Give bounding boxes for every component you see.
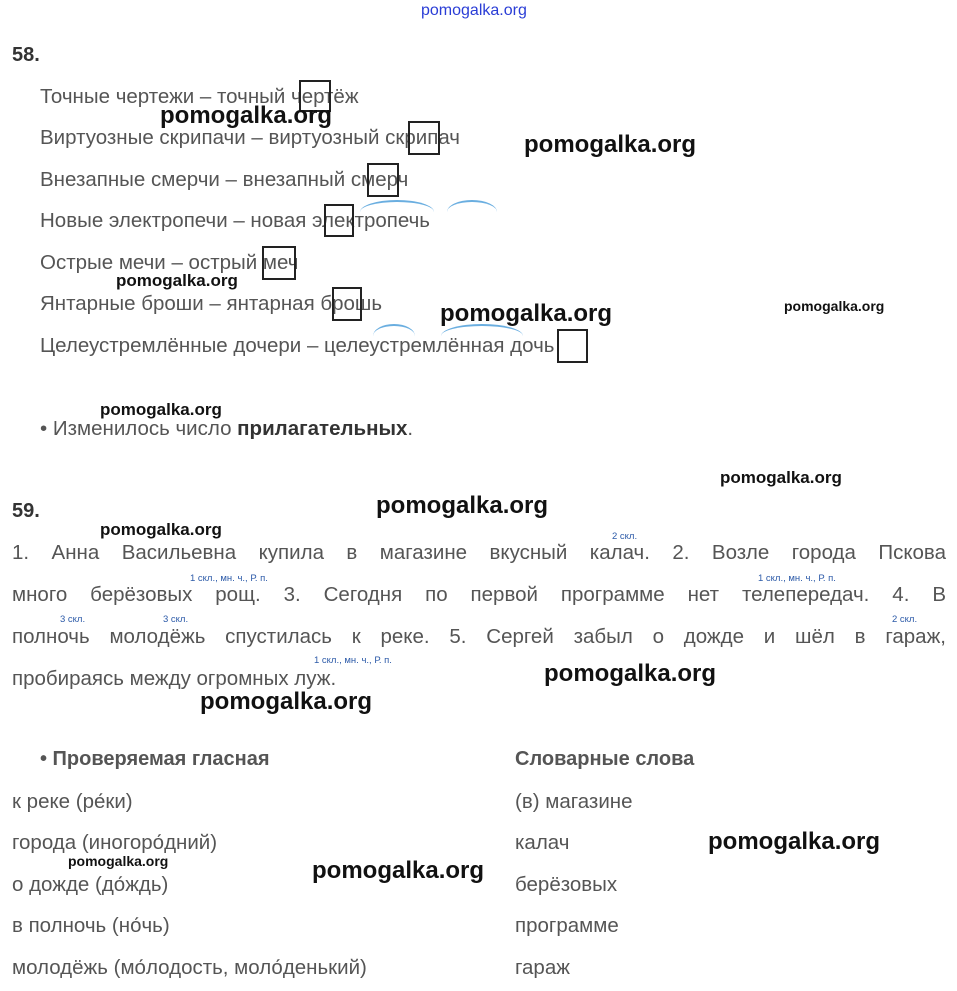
checked-vowel-item: в полночь (но́чь) bbox=[12, 914, 170, 937]
root-arc-mark bbox=[373, 324, 415, 336]
watermark: pomogalka.org bbox=[784, 298, 885, 314]
root-arc-mark bbox=[447, 200, 497, 212]
ex59-row-4: пробираясь между огромных луж. bbox=[12, 667, 337, 690]
conclusion-bold-word: прилагательных bbox=[237, 417, 408, 440]
ex58-line-4: Новые электропечи – новая электропечь bbox=[40, 209, 430, 232]
top-watermark: pomogalka.org bbox=[421, 2, 527, 19]
ex59-row-1: 1. Анна Васильевна купила в магазине вкусный калач. 2. Возле города Пскова bbox=[12, 541, 946, 564]
conclusion-text: • Изменилось число bbox=[40, 417, 238, 440]
ex59-paragraph bbox=[12, 532, 946, 700]
declension-note: 1 скл., мн. ч., Р. п. bbox=[314, 655, 392, 666]
watermark: pomogalka.org bbox=[708, 828, 881, 855]
watermark: pomogalka.org bbox=[524, 131, 697, 158]
exercise-59-number: 59. bbox=[12, 500, 40, 522]
root-arc-mark bbox=[360, 200, 434, 212]
declension-note: 1 скл., мн. ч., Р. п. bbox=[758, 573, 836, 584]
watermark: pomogalka.org bbox=[100, 520, 222, 539]
conclusion-period: . bbox=[407, 417, 414, 440]
ex58-line-1: Точные чертежи – точный чертёж bbox=[40, 85, 359, 108]
vocabulary-word: (в) магазине bbox=[515, 790, 633, 813]
ending-box bbox=[367, 163, 399, 197]
vocabulary-word: калач bbox=[515, 831, 570, 854]
ex58-conclusion bbox=[40, 417, 413, 441]
checked-vowel-item: молодёжь (мо́лодость, моло́денький) bbox=[12, 956, 367, 979]
exercise-58-number: 58. bbox=[12, 44, 40, 66]
ending-box bbox=[332, 287, 362, 321]
ending-box bbox=[557, 329, 588, 363]
declension-note: 1 скл., мн. ч., Р. п. bbox=[190, 573, 268, 584]
declension-note: 3 скл. bbox=[60, 614, 86, 625]
ex59-row-2: много берёзовых рощ. 3. Сегодня по первой программе нет телепередач. 4. В bbox=[12, 583, 946, 606]
watermark: pomogalka.org bbox=[720, 468, 842, 487]
ex58-line-6: Янтарные броши – янтарная брошь bbox=[40, 292, 383, 315]
watermark: pomogalka.org bbox=[68, 853, 169, 869]
ex58-line-3: Внезапные смерчи – внезапный смерч bbox=[40, 168, 409, 191]
ex58-line-2: Виртуозные скрипачи – виртуозный скрипач bbox=[40, 126, 460, 149]
checked-vowel-item: города (иногоро́дний) bbox=[12, 831, 218, 854]
declension-note: 2 скл. bbox=[892, 614, 918, 625]
ending-box bbox=[408, 121, 440, 155]
watermark: pomogalka.org bbox=[312, 857, 485, 884]
vocabulary-word: гараж bbox=[515, 956, 570, 979]
watermark: pomogalka.org bbox=[100, 400, 222, 419]
watermark: pomogalka.org bbox=[200, 688, 373, 715]
vocabulary-words-header: Словарные слова bbox=[515, 748, 695, 770]
ending-box bbox=[262, 246, 296, 280]
checked-vowel-header: • Проверяемая гласная bbox=[40, 748, 270, 770]
declension-note: 2 скл. bbox=[612, 531, 638, 542]
vocabulary-word: берёзовых bbox=[515, 873, 618, 896]
ex59-row-3: полночь молодёжь спустилась к реке. 5. Сергей забыл о дожде и шёл в гараж, bbox=[12, 625, 946, 648]
ending-box bbox=[324, 204, 354, 237]
ex58-line-5: Острые мечи – острый меч bbox=[40, 251, 299, 274]
watermark: pomogalka.org bbox=[160, 102, 333, 129]
watermark: pomogalka.org bbox=[116, 271, 238, 290]
declension-note: 3 скл. bbox=[163, 614, 189, 625]
watermark: pomogalka.org bbox=[544, 660, 717, 687]
checked-vowel-item: к реке (ре́ки) bbox=[12, 790, 133, 813]
ex58-line-7: Целеустремлённые дочери – целеустремлённая дочь bbox=[40, 334, 555, 357]
watermark: pomogalka.org bbox=[440, 300, 613, 327]
vocabulary-word: программе bbox=[515, 914, 619, 937]
watermark: pomogalka.org bbox=[376, 492, 549, 519]
checked-vowel-item: о дожде (до́ждь) bbox=[12, 873, 169, 896]
